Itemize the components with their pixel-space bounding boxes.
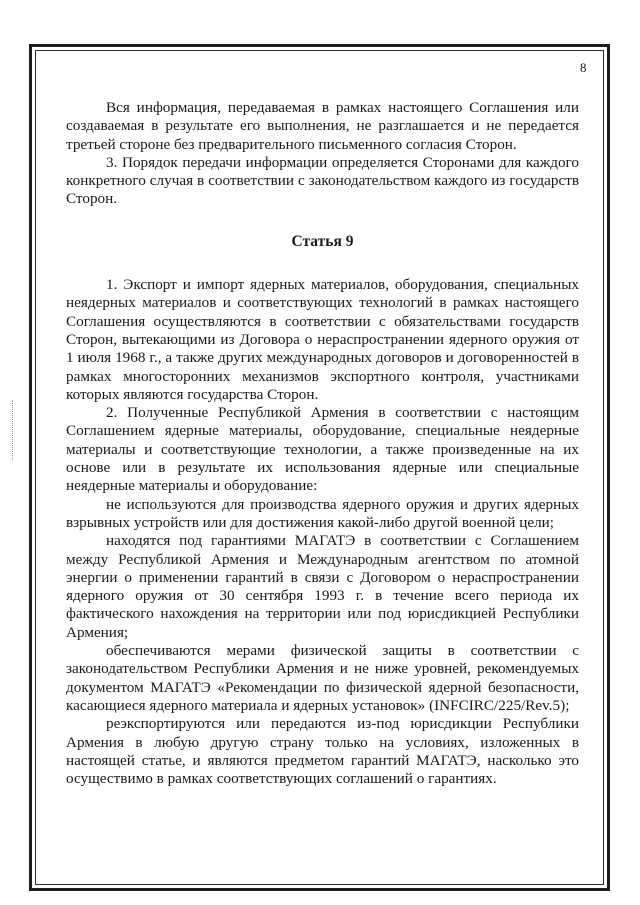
paragraph-reexport: реэкспортируются или передаются из-под юрисдикции Республики Армения в любую другую страну только на условиях, изложенных в настоящей статье, и являются предметом гарантий МАГАТЭ, насколько это осуществимо в рамках соответствующих соглашений о гарантиях. — [66, 715, 579, 788]
scan-artifact — [12, 400, 14, 460]
paragraph-physical-protection: обеспечиваются мерами физической защиты в соответствии с законодательством Республики Армения и не ниже уровней, рекомендуемых документом МАГАТЭ «Рекомендации по физической ядерной безопасности, касающиеся ядерного материала и ядерных установок» (INFCIRC/225/Rev.5); — [66, 642, 579, 714]
paragraph-iaea-safeguards: находятся под гарантиями МАГАТЭ в соответствии с Соглашением между Республикой Армения и Международным агентством по атомной энергии о применении гарантий в связи с Договором о нераспространении ядерного оружия от 30 сентября 1993 г. в течение всего периода их фактического нахождения на территории или под юрисдикцией Республики Армения; — [66, 532, 579, 641]
page-number: 8 — [580, 60, 587, 75]
paragraph-no-weapons-use: не используются для производства ядерного оружия и других ядерных взрывных устройств или для достижения какой-либо другой военной цели; — [66, 495, 579, 531]
paragraph-info-transfer-procedure: 3. Порядок передачи информации определяется Сторонами для каждого конкретного случая в соответствии с законодательством каждого из государств Сторон. — [66, 153, 579, 208]
paragraph-received-materials: 2. Полученные Республикой Армения в соответствии с настоящим Соглашением ядерные материалы, оборудование, специальные неядерные материалы и соответствующие технологии, а также произведенные на их основе или в результате их использования ядерные или специальные неядерные материалы и оборудование: — [66, 404, 579, 495]
paragraph-export-import: 1. Экспорт и импорт ядерных материалов, оборудования, специальных неядерных материалов и соответствующих технологий в рамках настоящего Соглашения осуществляются в соответствии с обязательствами государств Сторон, вытекающими из Договора о нераспространении ядерного оружия от 1 июля 1968 г., а также других международных договоров и договоренностей в рамках многосторонних механизмов экспортного контроля, участниками которых являются государства Сторон. — [66, 276, 579, 403]
paragraph-confidentiality: Вся информация, передаваемая в рамках настоящего Соглашения или создаваемая в результате его выполнения, не разглашается и не передается третьей стороне без предварительного письменного согласия Сторон. — [66, 99, 579, 153]
document-body — [66, 99, 579, 788]
article-title: Статья 9 — [291, 232, 354, 250]
